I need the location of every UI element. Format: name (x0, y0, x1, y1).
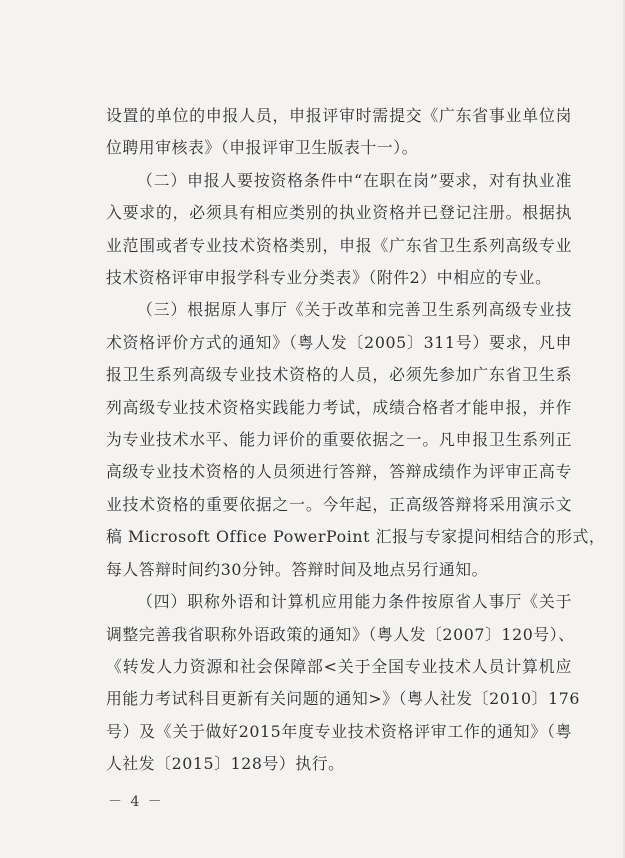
document-body (106, 100, 606, 781)
text-line: 设置的单位的申报人员，申报评审时需提交《广东省事业单位岗 (106, 106, 572, 125)
paragraph-3 (106, 294, 606, 586)
paragraph-2 (106, 165, 572, 295)
text-line: 报卫生系列高级专业技术资格的人员，必须先参加广东省卫生系 (106, 365, 572, 385)
text-line: 稿 Microsoft Office PowerPoint 汇报与专家提问相结合的形式， (106, 527, 606, 547)
text-line: 术资格评价方式的通知》（粤人发〔2005〕311号）要求，凡申 (106, 332, 572, 352)
text-line: 高级专业技术资格的人员须进行答辩，答辩成绩作为评审正高专 (106, 462, 572, 482)
paragraph-4 (106, 586, 581, 780)
text-line: 位聘用审核表》（申报评审卫生版表十一）。 (106, 138, 419, 158)
text-line: 为专业技术水平、能力评价的重要依据之一。凡申报卫生系列正 (106, 430, 572, 450)
text-line: （三）根据原人事厅《关于改革和完善卫生系列高级专业技 (137, 300, 572, 320)
text-line: （二）申报人要按资格条件中“在职在岗”要求，对有执业准 (137, 170, 572, 190)
text-line: 人社发〔2015〕128号）执行。 (106, 754, 345, 774)
text-line: 调整完善我省职称外语政策的通知》（粤人发〔2007〕120号）、 (106, 624, 575, 644)
text-line: 用能力考试科目更新有关问题的通知>》（粤人社发〔2010〕176 (106, 689, 581, 709)
text-line: 每人答辩时间约30分钟。答辩时间及地点另行通知。 (106, 559, 489, 579)
text-line: （四）职称外语和计算机应用能力条件按原省人事厅《关于 (137, 592, 572, 612)
text-line: 号）及《关于做好2015年度专业技术资格评审工作的通知》（粤 (106, 721, 572, 741)
text-line: 列高级专业技术资格实践能力考试，成绩合格者才能申报，并作 (106, 397, 572, 417)
paragraph-1 (106, 100, 572, 165)
text-line: 业范围或者专业技术资格类别，申报《广东省卫生系列高级专业 (106, 235, 572, 255)
text-line: 业技术资格的重要依据之一。今年起，正高级答辩将采用演示文 (106, 494, 572, 514)
text-line: 入要求的，必须具有相应类别的执业资格并已登记注册。根据执 (106, 203, 572, 223)
page-number: － 4 － (108, 794, 164, 810)
text-line: 技术资格评审申报学科专业分类表》（附件2）中相应的专业。 (106, 268, 552, 288)
text-line: 《转发人力资源和社会保障部<关于全国专业技术人员计算机应 (106, 656, 572, 676)
